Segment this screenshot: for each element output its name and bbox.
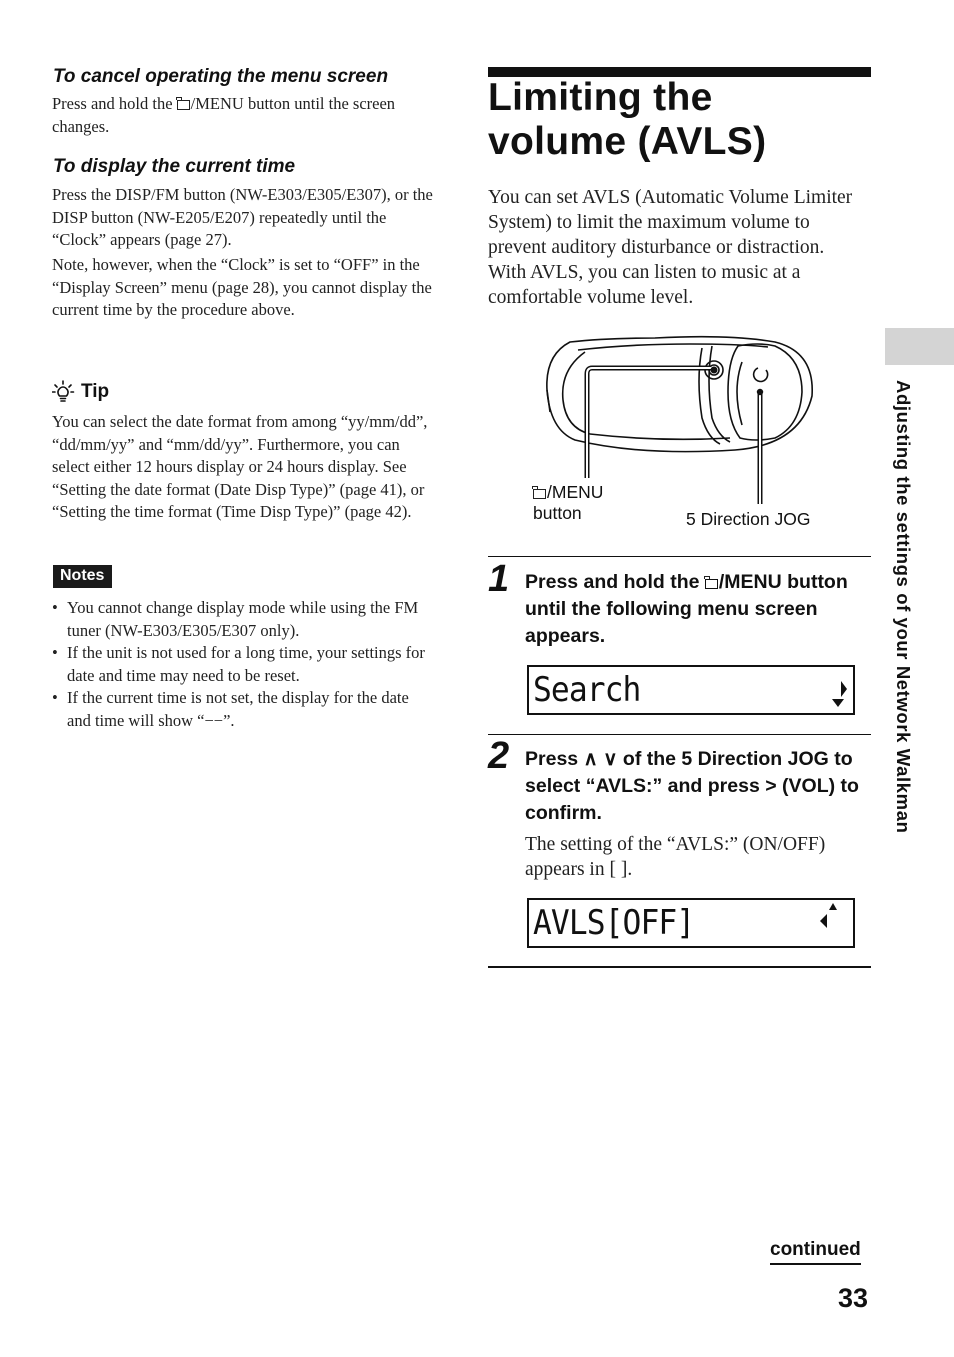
step-1-text-post: /MENU button until the following menu screen appears. bbox=[525, 571, 848, 647]
display-time-heading: To display the current time bbox=[53, 156, 296, 177]
cancel-body-post: /MENU button until the screen changes. bbox=[52, 94, 396, 136]
list-item: • You cannot change display mode while using the FM tuner (NW-E303/E305/E307 only). bbox=[52, 597, 436, 642]
list-item: • If the current time is not set, the display for the date and time will show “−−”. bbox=[52, 687, 436, 732]
lcd-screen-avls bbox=[527, 898, 855, 948]
cancel-body-pre: Press and hold the bbox=[52, 94, 177, 113]
step-2-body: The setting of the “AVLS:” (ON/OFF) appears in [ ]. bbox=[525, 834, 826, 880]
step-2-number: 2 bbox=[488, 735, 510, 777]
folder-icon bbox=[705, 579, 718, 589]
scroll-arrows-icon bbox=[831, 679, 849, 709]
step-1-text bbox=[525, 569, 865, 650]
side-tab-marker bbox=[885, 328, 954, 365]
page-title bbox=[488, 76, 766, 164]
menu-button-callout bbox=[533, 482, 603, 524]
cancel-menu-heading: To cancel operating the menu screen bbox=[53, 66, 389, 87]
page-title-line-1: Limiting the bbox=[488, 76, 713, 119]
side-tab-label: Adjusting the settings of your Network Walkman bbox=[893, 380, 914, 834]
lightbulb-icon bbox=[52, 380, 78, 406]
folder-icon bbox=[533, 489, 546, 499]
lcd-text-avls: AVLS[OFF] bbox=[533, 903, 695, 943]
list-item: • If the unit is not used for a long time, your settings for date and time may need to be reset. bbox=[52, 642, 436, 687]
step-1-text-pre: Press and hold the bbox=[525, 571, 705, 593]
intro-paragraph: You can set AVLS (Automatic Volume Limiter System) to limit the maximum volume to prevent auditory disturbance or distraction. With AVLS, you can listen to music at a comfortable volume level. bbox=[488, 187, 853, 308]
display-time-body-2: Note, however, when the “Clock” is set to “OFF” in the “Display Screen” menu (page 28), you cannot display the current time by the procedure above. bbox=[52, 255, 432, 319]
tip-label: Tip bbox=[81, 381, 110, 402]
menu-callout-line-2: button bbox=[533, 503, 582, 523]
folder-icon bbox=[177, 100, 190, 110]
divider bbox=[488, 734, 871, 735]
divider bbox=[488, 966, 871, 968]
page-title-line-2: volume (AVLS) bbox=[488, 120, 767, 163]
page-number: 33 bbox=[838, 1283, 869, 1313]
cancel-menu-body bbox=[52, 93, 432, 138]
jog-callout: 5 Direction JOG bbox=[686, 509, 811, 529]
notes-label: Notes bbox=[53, 565, 112, 588]
step-2-text: Press ∧ ∨ of the 5 Direction JOG to select “AVLS:” and press > (VOL) to confirm. bbox=[525, 748, 859, 824]
display-time-body-1: Press the DISP/FM button (NW-E303/E305/E307), or the DISP button (NW-E205/E207) repeatedly until the “Clock” appears (page 27). bbox=[52, 185, 433, 249]
tip-body: You can select the date format from among “yy/mm/dd”, “dd/mm/yy” and “mm/dd/yy”. Furthermore, you can select either 12 hours display or 24 hours display. See “Setting the date format (Date Disp Type)” (page 41), or “Setting the time format (Time Disp Type)” (page 42). bbox=[52, 412, 428, 521]
step-1-number: 1 bbox=[488, 558, 510, 600]
divider bbox=[488, 556, 871, 557]
scroll-arrows-icon bbox=[819, 902, 843, 932]
lcd-screen-search bbox=[527, 665, 855, 715]
lcd-text-search: Search bbox=[533, 670, 641, 710]
notes-list bbox=[52, 597, 436, 732]
menu-callout-line-1: /MENU bbox=[547, 482, 604, 502]
continued-label: continued bbox=[770, 1239, 861, 1265]
